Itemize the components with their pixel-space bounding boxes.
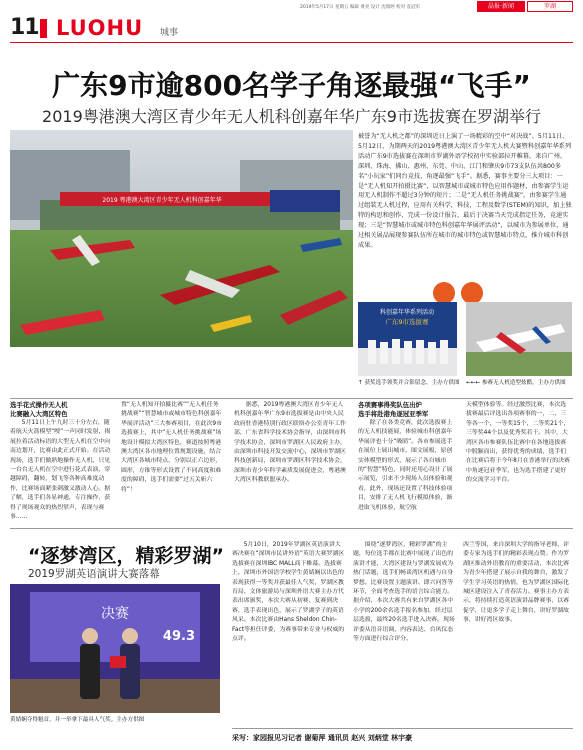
photo4-score: 49.3 — [162, 629, 195, 644]
photo4-screen-text: 决赛 — [101, 606, 129, 622]
byline: 采写：家园报见习记者 谢菊萍 通讯员 赵兴 刘炳堂 林宇豪 — [232, 734, 413, 742]
col4-body: 除了在各类竞赛，此次选拔赛上的无人机技能展，体验城市科创嘉年华展评也十分“吸睛”。各市参展选手在展位上展出城市，图文展板，原创实体模型的形式，展示了各自城市的“智慧”特色，同时还用心设计了展示展览，引来不少现场人员体验和观看，此外，现场还设置了科技体验项目，安排了无人机飞行模拟体验，渐进取飞机体验，航空航 — [358, 420, 453, 511]
photo4-caption: 黄婧娴夺得魁首，并一举拿下最具人气奖。主办方供图 — [10, 717, 145, 723]
col1-body: 5月11日上午九时三十分左右，随着航天火箭模型“嗖”一声同时发射，揭展拉着活动标语的大型无人机在空中向南边划开，比赛由此正式开始。在活动现场，选手们做熟地操作无人机，只见一台台无人机在空中进行花式表演，穿越障碍，翻转，划飞等各种高难度动作，比赛场面紧张刺激又激动人心。据了解，选手们各显神通，专注操作，获得了现场观众的热烈掌声，表现与赛事…… — [10, 420, 111, 521]
intro-paragraph: 被誉为“无人机之都”的深圳近日上演了一场精彩的空中“对决战”。5月11日、5月12日，为期两天的2019粤港澳大湾区青少年无人机大赛暨科创嘉年华系列活动广东9市选拔赛在深圳市罗湖外语学校初中实验部拉开帷幕，来自广州、深圳、珠海、佛山、惠州、东莞、中山、江门和肇庆9市73支队伍共800多名“小玩家”们同台竞技，角逐最强“飞手”。据悉，赛事主要分三大项目：一是“无人机知开拍摄比赛”，以智慧城市或城市特色应用作题材，由参赛学生运用无人机制作不超过3分钟的短片；二是“无人机任务挑战赛”，由参赛学生通过组装无人机过程，应用有关科学，科技，工程及数学(STEM)的知识，加上独特的构思和创作，完成一份设计报告，最后于决赛当天完成指定任务，竞速实现；三是“智慧城市或城市特色科创嘉年华展评活动”，以城市为参展单位，通过相关展品展现参赛队伍所在城市的城市特色或智慧城市特点，推介城市科创成果。 — [358, 133, 572, 249]
section-divider-lower — [10, 528, 573, 529]
photo2-board-line2: 广东9市选拔赛 — [385, 318, 429, 326]
photo1-caption: ←←← 参赛无人机造型炫酷。主办方供图 — [466, 380, 566, 386]
col4-heading-line2: 选手将赴港角逐冠亚季军 — [358, 409, 429, 418]
subheadline: 2019粤港澳大湾区青少年无人机科创嘉年华广东9市选拔赛在罗湖举行 — [42, 107, 541, 126]
footer-rule — [232, 728, 573, 729]
drone-display-photo — [10, 130, 353, 347]
speech-contest-photo — [10, 584, 220, 713]
photo2-caption: ↑ 获奖选手领奖并合影留念。主办方供图 — [358, 380, 460, 386]
headline: 广东9市逾800名学子角逐最强“飞手” — [52, 69, 531, 102]
masthead-logo: 晶报·新闻 — [477, 1, 525, 12]
section-divider-upper — [10, 398, 573, 399]
col4-heading-line1: 各项赛事得奖队伍出炉 — [358, 401, 422, 409]
section2-title: “逐梦湾区，精彩罗湖” — [28, 545, 224, 567]
section-brand: LUOHU — [56, 16, 144, 40]
col1-heading — [10, 401, 112, 419]
col5-body: 天模型体验等。经过激烈比赛，本次选拔赛最后评选出各项赛事的一，二，三等各一个，一等奖15个，二等奖21个，三等奖44个以及优秀奖若干。其中，大湾区各市参赛队伍比赛中在各地选拔赛中脱颖而出，获得优秀的成绩，选手们在比赛后将于今年8月在香港举行的决赛中角逐冠亚季军，也为选手搭建了更好的交流学习平台。 — [466, 402, 570, 484]
header-rule — [10, 42, 573, 43]
col7-body: 围绕“逐梦湾区，精彩罗湖”的主题，每位选手都在比赛中展现了出色的演讲才能，大湾区建设与罗湖发展成为热门话题，选手们畅谈湾区机遇与自身梦想。比赛设置主题演讲、即兴问答等环节，全面考查选手的语言综合能力。据介绍，本次大赛共有来自罗湖区各中小学的200余名选手报名参加，经过层层选拔，最终20名选手进入决赛。现场评委从语音语调、内容表达、台风仪态等方面进行综合评分。 — [353, 542, 455, 643]
section2-subtitle: 2019罗湖英语演讲大赛落幕 — [28, 568, 160, 580]
district-logo: 罗湖 — [527, 1, 573, 12]
photo2-board-line1: 科创嘉年华系列活动 — [379, 309, 435, 316]
drone-closeup-photo — [466, 302, 572, 376]
page-number: 11 — [10, 15, 39, 40]
photo-banner-text: 2019 粤港澳大湾区青少年无人机科创嘉年华 — [102, 197, 222, 204]
col1-heading-line1: 选手花式操作无人机 — [10, 401, 68, 409]
col6-body: 5月10日，2019年罗湖区英语演讲大赛决赛在“深圳市民讲外语”英语大赛罗湖区选拔赛在深圳IBC MALL商下帷幕。选拔赛上，深圳市外国语学校学生黄婧娴以出色的表现获得一等奖并获最佳人气奖，罗湖区教育局、文体旅游局与深圳外语大赛主办方代表出席颁奖，本次大赛从初赛、复赛到决赛，选手表现出色，展示了罗湖学子的英语风采。本次比赛由Hans Sheldon Chin-Fact等担任评委，为赛事带来专业与权威的点评。 — [232, 542, 345, 643]
drone-photo-illustration — [10, 130, 353, 347]
header-meta: 2019年5月17日 星期五 编辑 黄亮 设计 沈瑞婷 校对 袁冠军 — [300, 5, 421, 10]
col4-heading — [358, 401, 458, 419]
section-label: 城事 — [160, 28, 179, 38]
col1-heading-line2: 比赛融入大湾区特色 — [10, 409, 68, 418]
award-ceremony-photo — [358, 302, 457, 376]
col2-body: 置“无人机知开拍摄比赛”“无人机任务挑战赛”“智慧城市或城市特色科创嘉年华展评活动”三大参赛项目，在此次9市选拔赛上，其中“无人机任务挑战赛”场地设计模拟大湾区特色，赛道按照粤港澳大湾区各市地理位置规划设施，结合大湾区各城市特点，分别以正六边形，圆形，方锥等形式设置了不同高度和难度的障碍，选手们需要“过五关斩六将”！ — [121, 402, 223, 493]
page-marker — [40, 19, 47, 38]
col8-body: 西兰等国，来自深圳大学的指导老师，评委专家为选手们的精彩表现点赞。作为罗湖区推动外语教育的重要活动，本次比赛为青少年搭建了展示自我的舞台，激发了学生学习英语的热情，也为罗湖区国际化城区建设注入了青春活力。赛事主办方表示，将持续打造英语演讲品牌赛事，以赛促学，让更多学子走上舞台，讲好罗湖故事，讲好湾区故事。 — [463, 542, 570, 624]
col3-body: 据悉，2019粤港澳大湾区青少年无人机科创嘉年华广东9市选拔赛是由中央人民政府驻香港特别行政区联络办公室青年工作部，广东省科学技术协会指导，由深圳市科学技术协会，深圳市罗湖区人民政府主办，由深圳市科技开发交流中心，深圳市罗湖区科技创新局，深圳市罗湖区科学技术协会，深圳市青少年科学素质发展促进会，粤港澳大湾区科教联盟承办。 — [234, 402, 346, 484]
